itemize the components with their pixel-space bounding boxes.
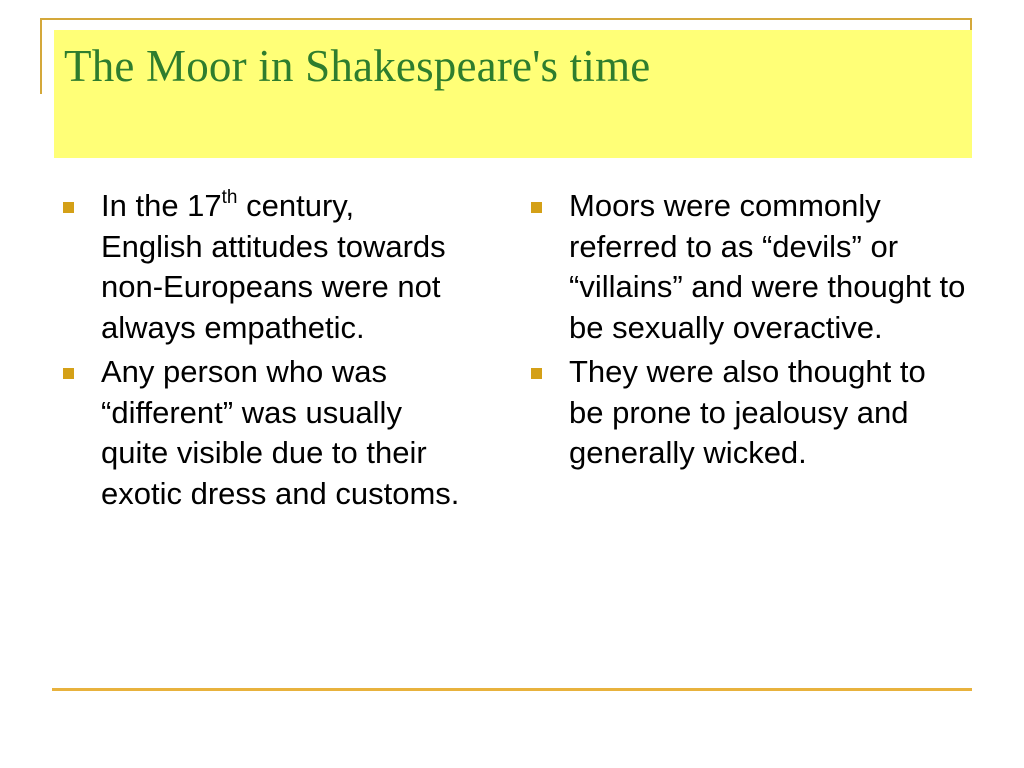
bullet-item [60,186,460,348]
bullet-item [528,186,968,348]
square-bullet-icon [63,368,74,379]
frame-right-line [970,18,972,30]
frame-top-line [40,18,972,20]
square-bullet-icon [63,202,74,213]
right-bullet-list [528,186,968,474]
left-column [60,186,460,518]
bullet-text-prefix: In the 17 [101,188,222,223]
ordinal-superscript: th [221,187,238,208]
bottom-rule [52,688,972,691]
bullet-text: They were also thought to be prone to jealousy and generally wicked. [569,354,926,470]
square-bullet-icon [531,368,542,379]
bullet-text: Any person who was “different” was usually quite visible due to their exotic dress and customs. [101,354,460,511]
bullet-item [60,352,460,514]
bullet-text: Moors were commonly referred to as “devils” or “villains” and were thought to be sexually overactive. [569,188,966,345]
square-bullet-icon [531,202,542,213]
slide-title: The Moor in Shakespeare's time [64,41,651,91]
bullet-item [528,352,968,474]
right-column [528,186,968,478]
bullet-text-suffix: century, English attitudes towards non-Europeans were not always empathetic. [101,188,446,345]
left-bullet-list [60,186,460,514]
frame-left-line [40,18,42,94]
